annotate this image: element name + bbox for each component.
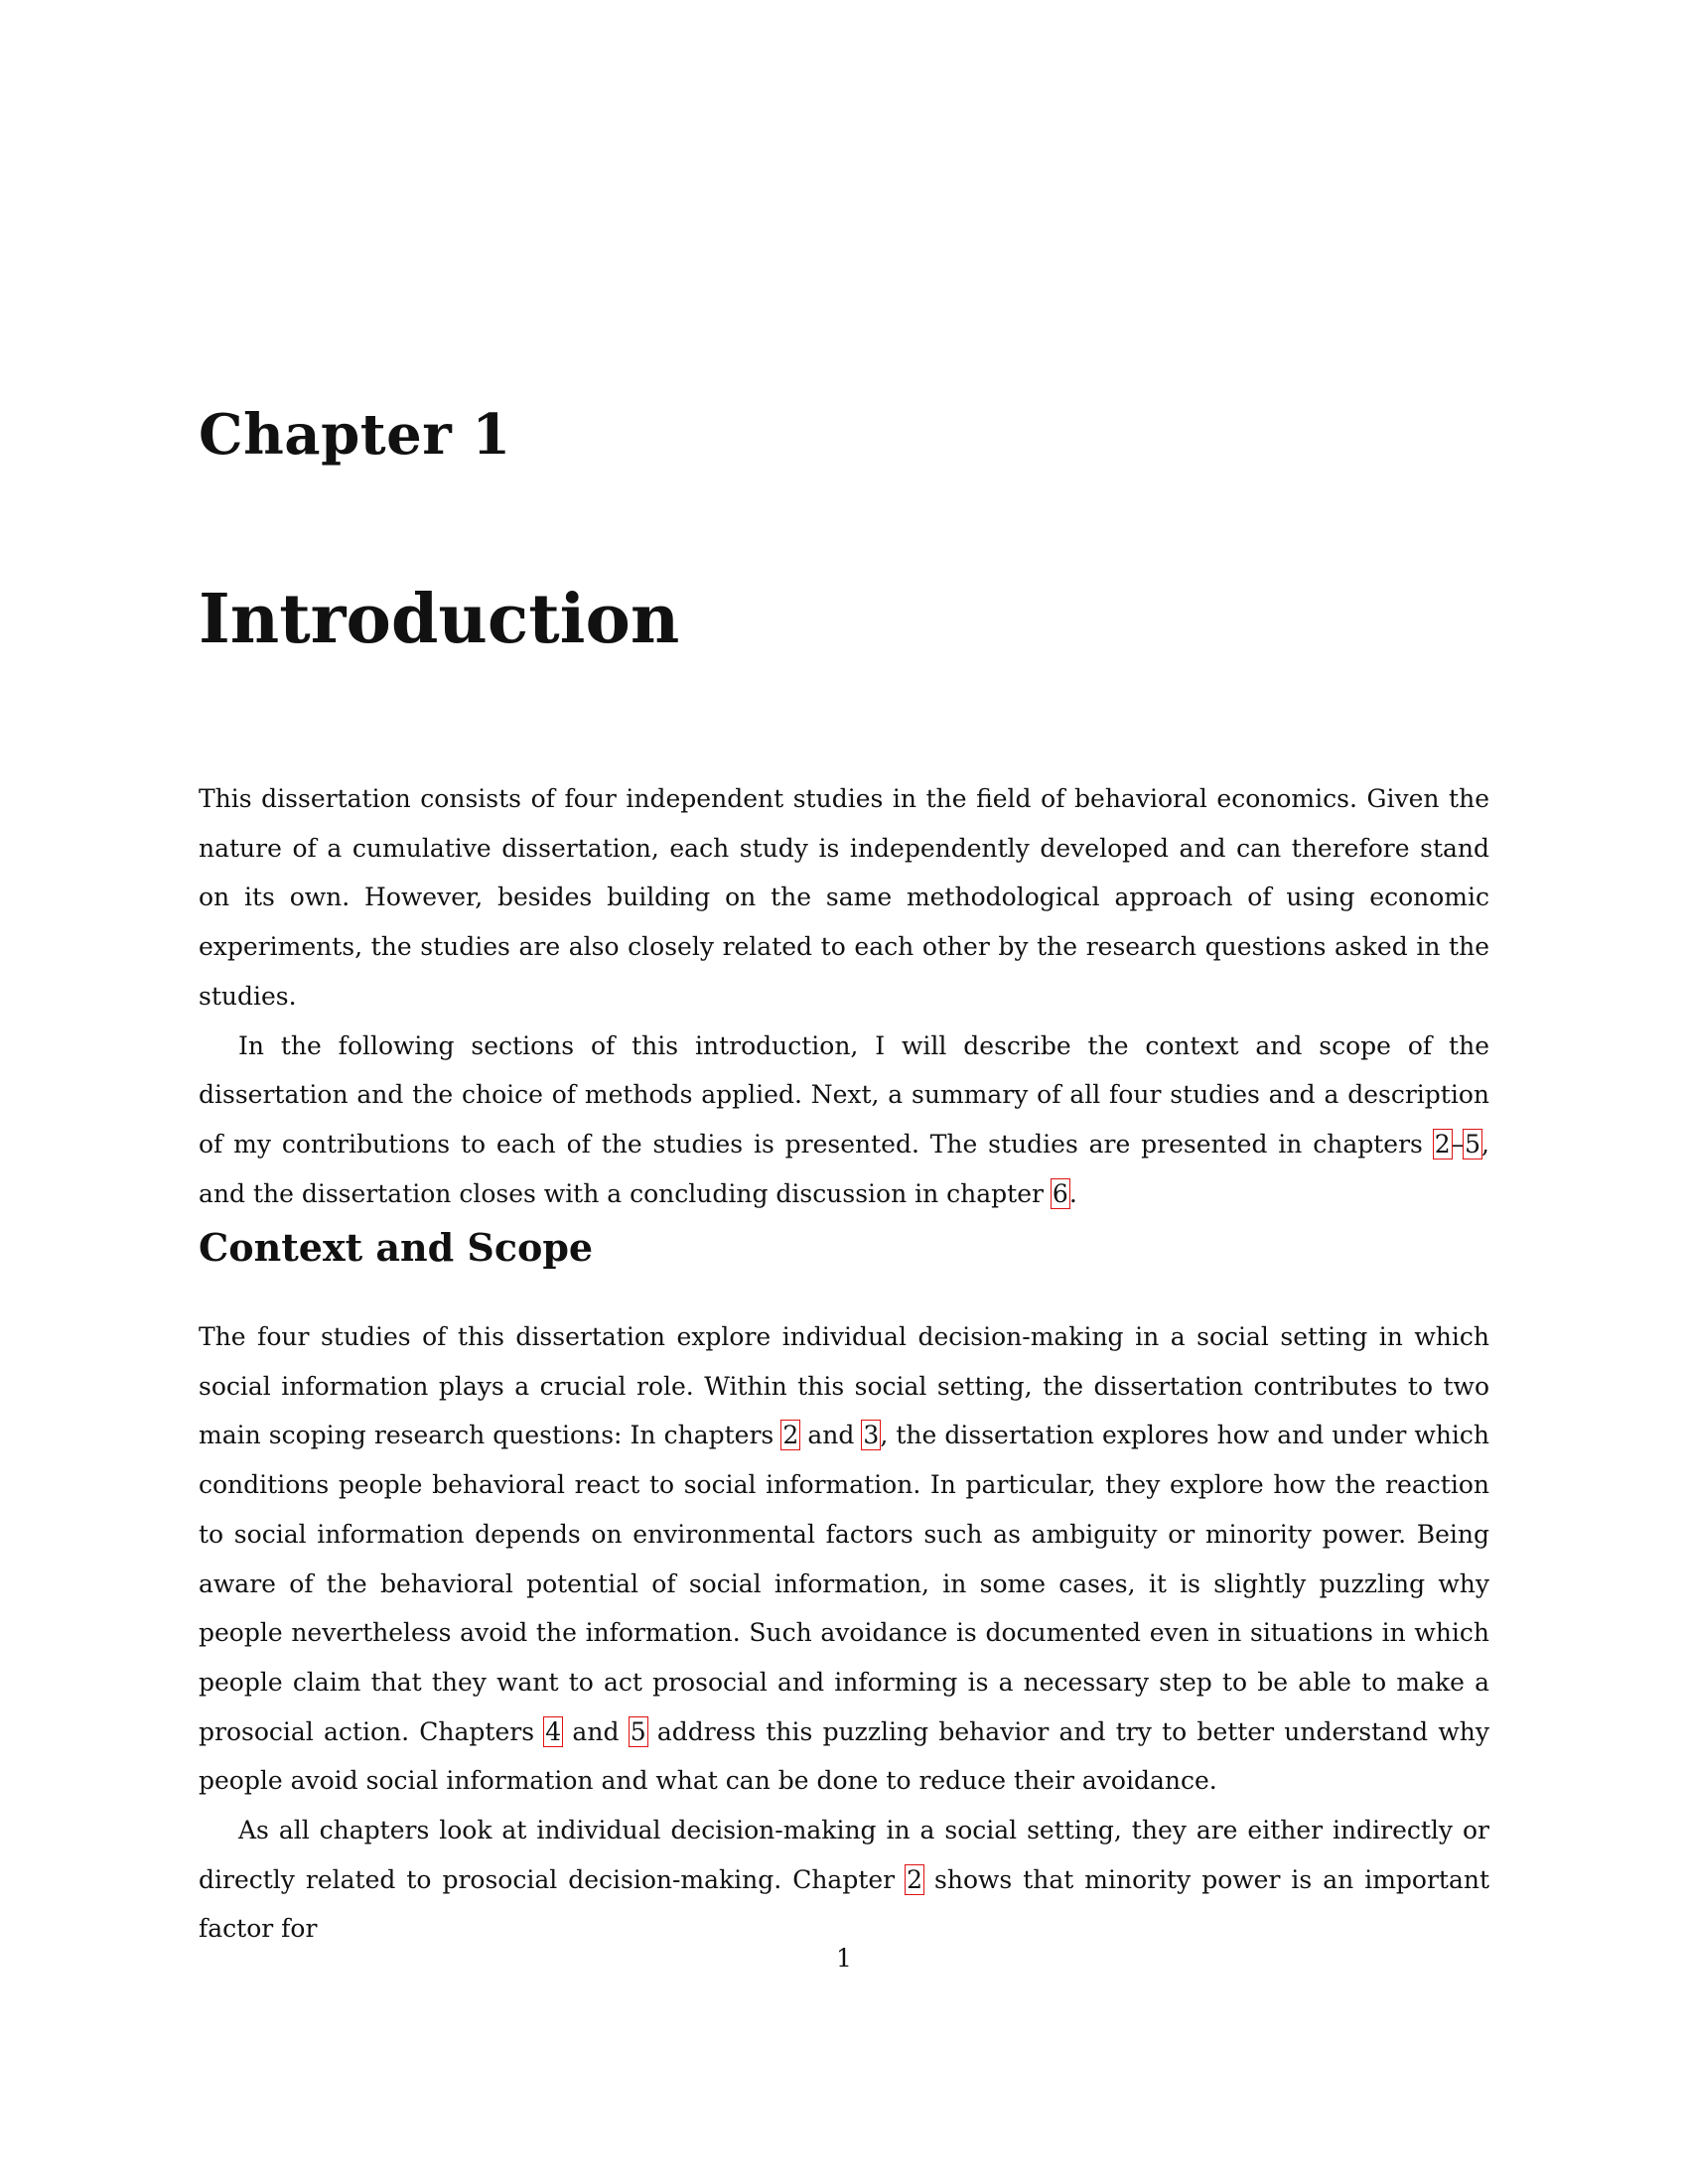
chapter-ref-2[interactable]: 2 bbox=[1434, 1129, 1451, 1159]
chapter-ref-2[interactable]: 2 bbox=[782, 1421, 799, 1450]
intro-p2-text-a: In the following sections of this introduction, I will describe the context and scope of the dissertation and the choice of methods applied. Next, a summary of all four studies and a description of my contributions to each of the studies is presented. The studies are presented in chapters bbox=[199, 1030, 1489, 1159]
section-paragraph-2 bbox=[199, 1806, 1489, 1954]
intro-p2-text-c: . bbox=[1068, 1178, 1077, 1208]
section-p2-text-a: As all chapters look at individual decision-making in a social setting, they are either indirectly or directly related to prosocial decision-making. Chapter bbox=[199, 1816, 1489, 1894]
intro-block bbox=[199, 774, 1489, 1218]
section-block bbox=[199, 1312, 1489, 1954]
section-p1-text-a: The four studies of this dissertation explore individual decision-making in a social setting in which social information plays a crucial role. Within this social setting, the dissertation contributes to two main scoping research questions: In chapters bbox=[199, 1322, 1489, 1450]
chapter-ref-2[interactable]: 2 bbox=[907, 1864, 923, 1894]
chapter-ref-5[interactable]: 5 bbox=[630, 1716, 646, 1746]
section-p1-text-c: , the dissertation explores how and under which conditions people behavioral react to social information. In particular, they explore how the reaction to social information depends on environmental factors such as ambiguity or minority power. Being aware of the behavioral potential of social information, in some cases, it is slightly puzzling why people nevertheless avoid the information. Such avoidance is documented even in situations in which people claim that they want to act prosocial and informing is a necessary step to be able to make a prosocial action. Chapters bbox=[199, 1421, 1489, 1746]
chapter-ref-6[interactable]: 6 bbox=[1052, 1178, 1068, 1208]
intro-p2-text-b: , and the dissertation closes with a concluding discussion in chapter bbox=[199, 1129, 1489, 1208]
chapter-ref-3[interactable]: 3 bbox=[863, 1421, 880, 1450]
page-number: 1 bbox=[836, 1944, 852, 1973]
intro-paragraph-2 bbox=[199, 1022, 1489, 1219]
section-p2-text-b: shows that minority power is an important factor for bbox=[199, 1864, 1490, 1944]
chapter-ref-5[interactable]: 5 bbox=[1465, 1129, 1481, 1159]
section-paragraph-1 bbox=[199, 1312, 1489, 1806]
chapter-title: Introduction bbox=[199, 580, 680, 659]
section-heading: Context and Scope bbox=[199, 1225, 594, 1270]
section-p1-text-b: and bbox=[799, 1421, 863, 1450]
chapter-ref-4[interactable]: 4 bbox=[545, 1716, 562, 1746]
section-p1-text-d: and bbox=[562, 1716, 630, 1746]
chapter-label: Chapter 1 bbox=[199, 402, 511, 468]
range-dash: – bbox=[1451, 1129, 1465, 1159]
section-p1-text-e: address this puzzling behavior and try to better understand why people avoid social information and what can be done to reduce their avoidance. bbox=[199, 1716, 1489, 1796]
intro-paragraph-1: This dissertation consists of four independent studies in the field of behavioral economics. Given the nature of a cumulative dissertation, each study is independently developed and can therefore stand on its own. However, besides building on the same methodological approach of using economic experiments, the studies are also closely related to each other by the research questions asked in the studies. bbox=[199, 784, 1489, 1011]
